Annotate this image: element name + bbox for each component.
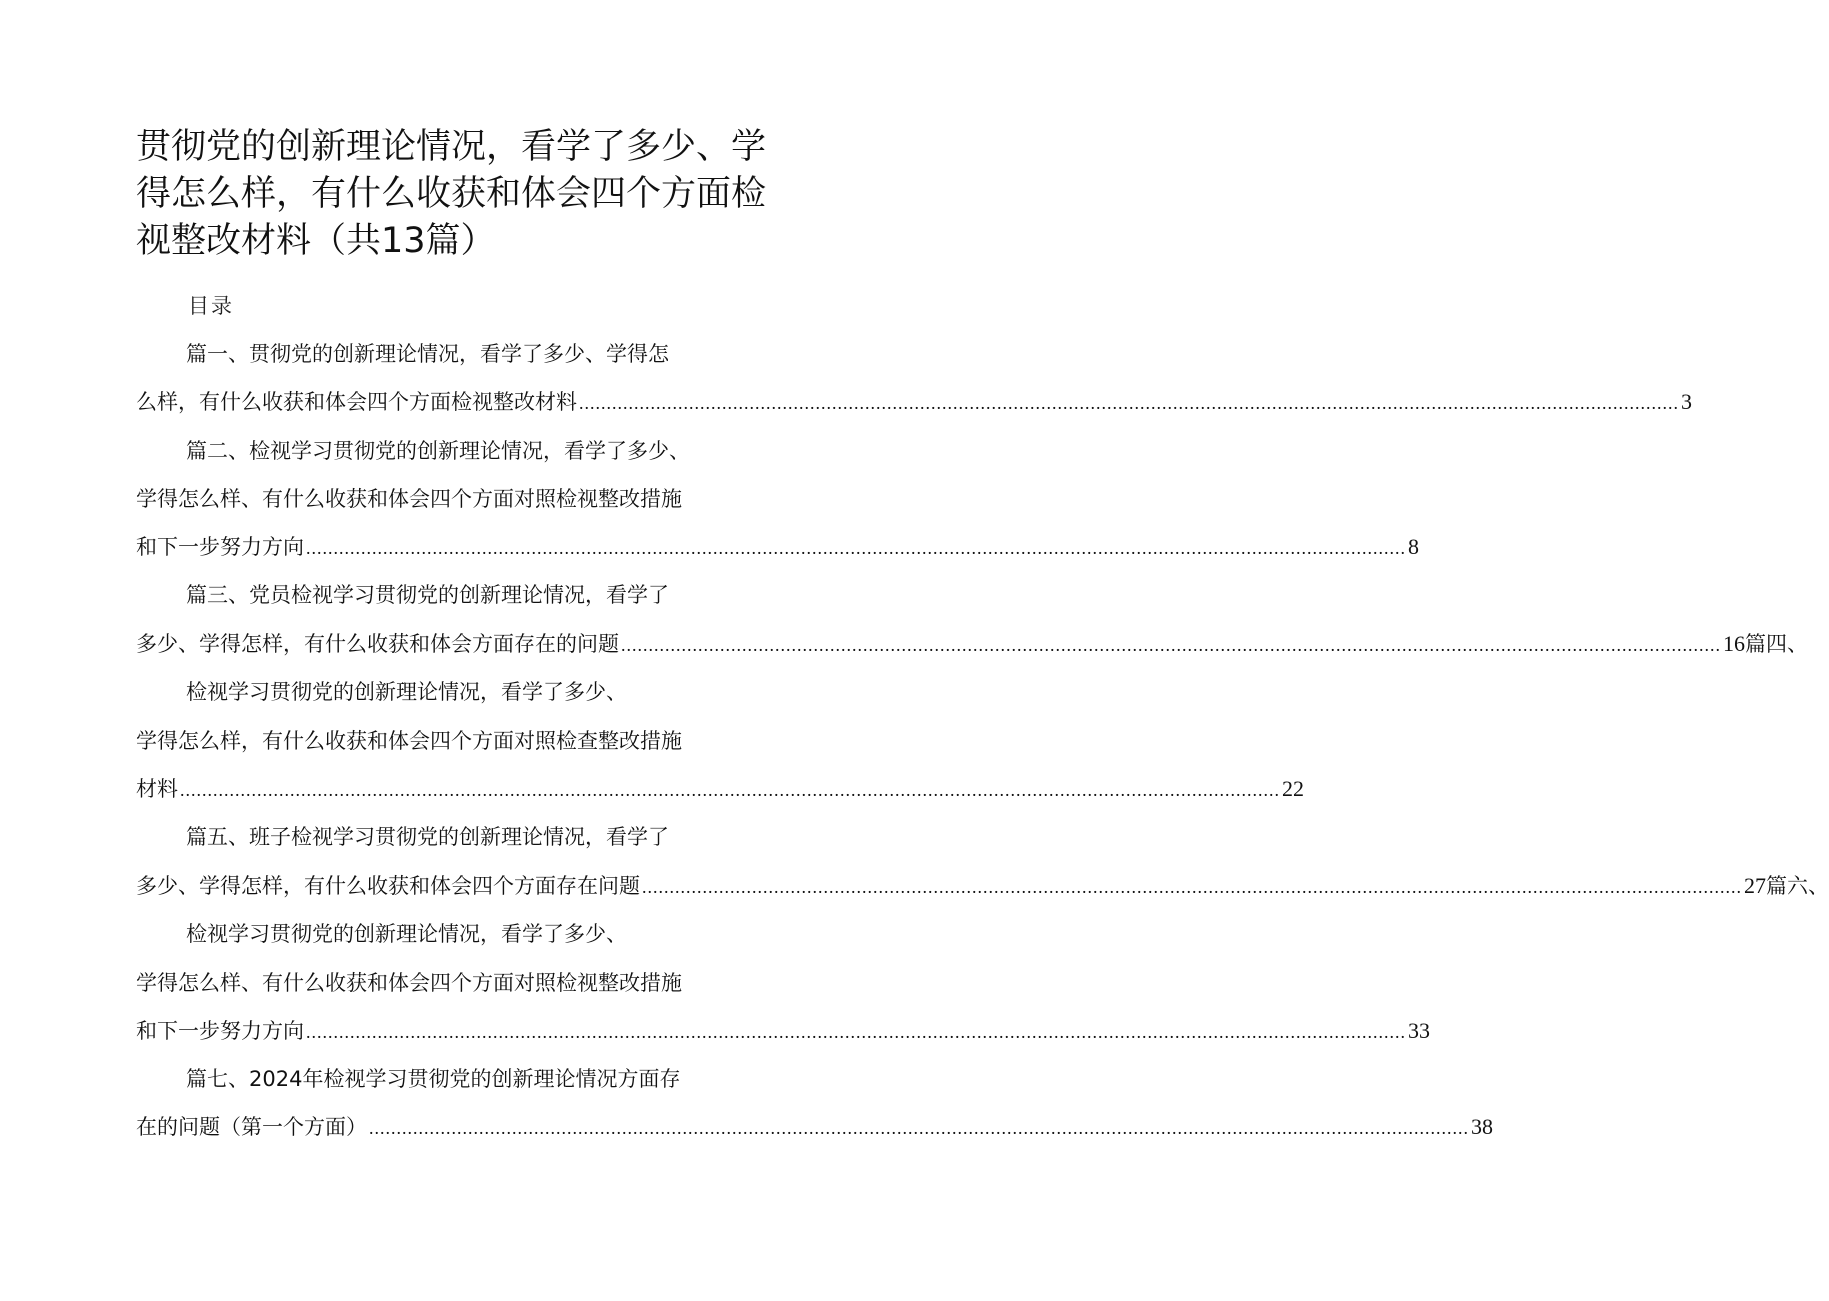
toc-page-number: 33 <box>1408 1018 1430 1043</box>
toc-line[interactable] <box>136 968 776 998</box>
toc-line-text: 篇一、贯彻党的创新理论情况，看学了多少、学得怎 <box>186 342 669 366</box>
toc-line[interactable] <box>136 484 776 514</box>
toc-line[interactable] <box>186 436 776 466</box>
toc-line-text: 多少、学得怎样，有什么收获和体会方面存在的问题 <box>136 632 619 656</box>
toc-line[interactable] <box>186 1064 776 1094</box>
dot-leader: ........................................................................................................................................................................................................ <box>306 538 1406 558</box>
toc-line-tail: 篇四、 <box>1745 632 1808 656</box>
toc-line[interactable] <box>136 871 1829 901</box>
toc-line-text: 学得怎么样，有什么收获和体会四个方面对照检查整改措施 <box>136 729 682 753</box>
toc-line[interactable] <box>136 726 776 756</box>
dot-leader: ........................................................................................................................................................................................................ <box>369 1118 1469 1138</box>
toc-line[interactable] <box>186 677 776 707</box>
toc-line[interactable] <box>136 532 1419 562</box>
dot-leader: ........................................................................................................................................................................................................ <box>579 393 1679 413</box>
toc-line[interactable] <box>136 1016 1430 1046</box>
toc-page-number: 16 <box>1723 631 1745 656</box>
toc-line[interactable] <box>186 339 776 369</box>
toc-line-text: 检视学习贯彻党的创新理论情况，看学了多少、 <box>186 680 627 704</box>
toc-line[interactable] <box>136 774 1304 804</box>
toc-line[interactable] <box>136 387 1692 417</box>
toc-line-text: 篇三、党员检视学习贯彻党的创新理论情况，看学了 <box>186 583 669 607</box>
toc-page-number: 38 <box>1471 1114 1493 1139</box>
toc-line[interactable] <box>186 822 776 852</box>
toc-line-text: 篇七、2024年检视学习贯彻党的创新理论情况方面存 <box>186 1067 681 1091</box>
toc-page-number: 27 <box>1744 873 1766 898</box>
toc-page-number: 3 <box>1681 389 1692 414</box>
dot-leader: ........................................................................................................................................................................................................ <box>306 1022 1406 1042</box>
dot-leader: ........................................................................................................................................................................................................ <box>180 780 1280 800</box>
toc-page-number: 22 <box>1282 776 1304 801</box>
dot-leader: ........................................................................................................................................................................................................ <box>642 877 1742 897</box>
toc-line-text: 篇五、班子检视学习贯彻党的创新理论情况，看学了 <box>186 825 669 849</box>
toc-line[interactable] <box>186 919 776 949</box>
toc-line[interactable] <box>186 580 776 610</box>
toc-line-text: 么样，有什么收获和体会四个方面检视整改材料 <box>136 390 577 414</box>
dot-leader: ........................................................................................................................................................................................................ <box>621 635 1721 655</box>
toc-page-number: 8 <box>1408 534 1419 559</box>
toc-line-text: 检视学习贯彻党的创新理论情况，看学了多少、 <box>186 922 627 946</box>
toc-line[interactable] <box>136 629 1808 659</box>
toc-heading: 目录 <box>188 294 234 318</box>
toc-line-tail: 篇六、 <box>1766 874 1829 898</box>
toc-line-text: 学得怎么样、有什么收获和体会四个方面对照检视整改措施 <box>136 487 682 511</box>
toc-line[interactable] <box>136 1112 1493 1142</box>
toc-line-text: 和下一步努力方向 <box>136 1019 304 1043</box>
toc-line-text: 多少、学得怎样，有什么收获和体会四个方面存在问题 <box>136 874 640 898</box>
toc-line-text: 在的问题（第一个方面） <box>136 1115 367 1139</box>
toc-line-text: 学得怎么样、有什么收获和体会四个方面对照检视整改措施 <box>136 971 682 995</box>
toc-line-text: 和下一步努力方向 <box>136 535 304 559</box>
toc-line-text: 材料 <box>136 777 178 801</box>
document-title: 贯彻党的创新理论情况，看学了多少、学得怎么样，有什么收获和体会四个方面检视整改材料（共13篇） <box>136 127 767 261</box>
toc-line-text: 篇二、检视学习贯彻党的创新理论情况，看学了多少、 <box>186 439 690 463</box>
